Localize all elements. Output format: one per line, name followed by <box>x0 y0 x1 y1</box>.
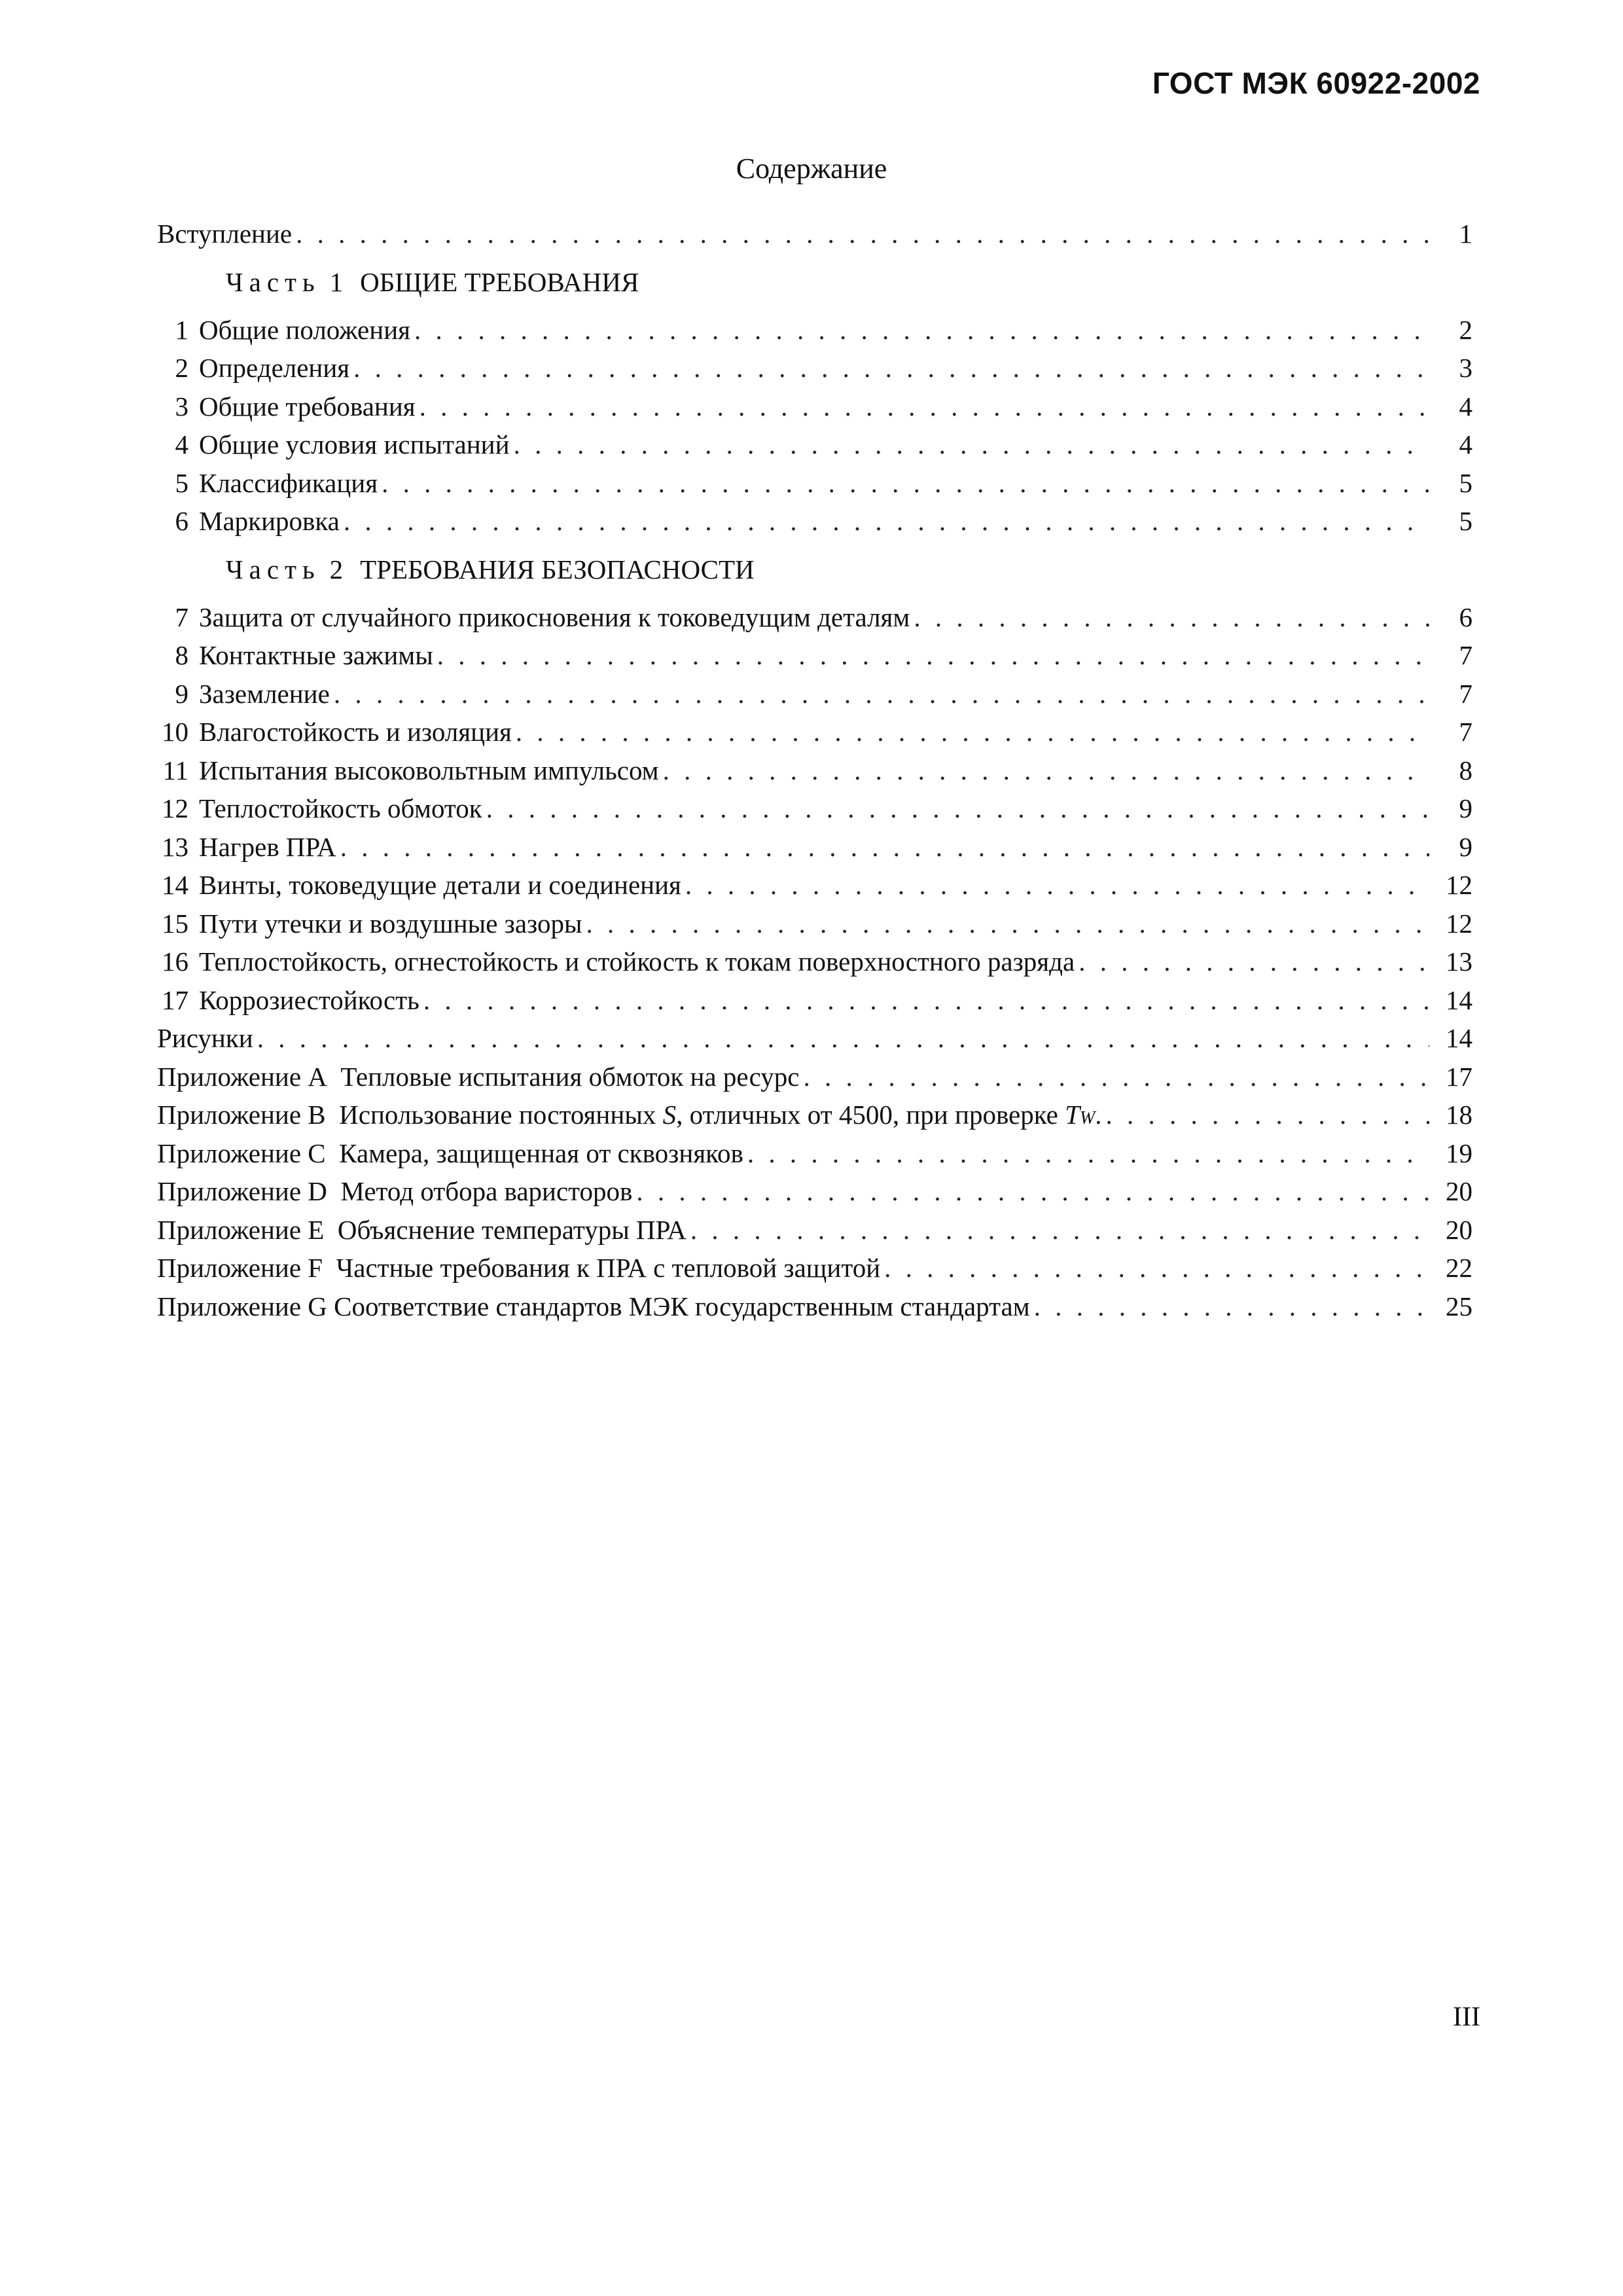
title-text: Приложение В Использование постоянных <box>157 1100 663 1130</box>
toc-entry-number: 5 <box>175 467 188 498</box>
toc-entry-page: 18 <box>1446 1100 1472 1130</box>
part-word: Часть <box>226 266 321 297</box>
toc-entry-page: 5 <box>1459 467 1472 498</box>
toc-entry-title: Коррозиестойкость <box>199 984 419 1015</box>
toc-entry-number: 11 <box>162 755 188 785</box>
toc-entry-title: Общие требования <box>199 391 416 422</box>
toc-entry-appendix <box>157 1287 1472 1326</box>
toc-entry-title: Приложение D Метод отбора варисторов <box>157 1176 633 1206</box>
toc-entry-title: Приложение А Тепловые испытания обмоток на ресурс <box>157 1061 800 1092</box>
toc-entry <box>157 464 1472 503</box>
title-text: . <box>1095 1100 1102 1130</box>
dot-leader <box>747 1134 1429 1173</box>
dot-leader <box>423 981 1429 1020</box>
toc-entry-number: 10 <box>162 717 188 747</box>
dot-leader <box>516 713 1429 751</box>
toc-entry-page: 7 <box>1459 640 1472 670</box>
toc-entry-title: Рисунки <box>157 1023 253 1053</box>
dot-leader <box>914 598 1429 637</box>
dot-leader <box>486 789 1429 828</box>
dot-leader <box>1106 1096 1430 1134</box>
dot-leader <box>685 866 1429 905</box>
part-2-heading <box>157 541 1472 598</box>
dot-leader <box>414 311 1429 350</box>
toc-entry-page: 20 <box>1446 1214 1472 1245</box>
toc-entry-number: 13 <box>162 831 188 862</box>
dot-leader <box>437 636 1429 675</box>
dot-leader <box>663 751 1429 790</box>
toc-entry-title: Защита от случайного прикосновения к токоведущим деталям <box>199 601 910 632</box>
dot-leader <box>514 425 1429 464</box>
toc-entry-page: 9 <box>1459 831 1472 862</box>
toc-entry <box>157 311 1472 350</box>
toc-entry-page: 9 <box>1459 793 1472 823</box>
dot-leader <box>257 1019 1429 1058</box>
toc-entry <box>157 425 1472 464</box>
toc-entry-title: Пути утечки и воздушные зазоры <box>199 908 582 939</box>
toc-entry <box>157 866 1472 905</box>
document-code: ГОСТ МЭК 60922-2002 <box>1152 66 1480 100</box>
toc-entry-title: Винты, токоведущие детали и соединения <box>199 870 681 900</box>
toc-entry-number: 7 <box>175 601 188 632</box>
toc-entry-number: 9 <box>175 678 188 709</box>
toc-entry-number: 16 <box>162 946 188 977</box>
toc-entry-appendix <box>157 1172 1472 1211</box>
toc-entry-number: 14 <box>162 870 188 900</box>
toc-entry-page: 4 <box>1459 391 1472 422</box>
part-title: ОБЩИЕ ТРЕБОВАНИЯ <box>360 266 639 297</box>
toc-entry <box>157 675 1472 713</box>
toc-entry-appendix <box>157 1096 1472 1134</box>
table-of-contents <box>157 215 1472 1325</box>
variable-t: T <box>1065 1100 1080 1130</box>
title-text: , отличных от 4500, при проверке <box>676 1100 1065 1130</box>
dot-leader <box>344 502 1429 541</box>
toc-entry-page: 7 <box>1459 717 1472 747</box>
dot-leader <box>334 675 1429 713</box>
toc-entry-page: 17 <box>1446 1061 1472 1092</box>
dot-leader <box>340 828 1429 867</box>
toc-entry-page: 2 <box>1459 314 1472 345</box>
toc-entry <box>157 713 1472 751</box>
dot-leader <box>586 905 1429 943</box>
toc-entry-page: 6 <box>1459 601 1472 632</box>
toc-entry-appendix <box>157 1058 1472 1096</box>
dot-leader <box>353 349 1429 387</box>
toc-entry-page: 4 <box>1459 429 1472 459</box>
toc-entry-title: Вступление <box>157 219 293 249</box>
toc-entry <box>157 789 1472 828</box>
toc-entry <box>157 349 1472 387</box>
toc-entry-page: 19 <box>1446 1138 1472 1168</box>
dot-leader <box>690 1211 1429 1249</box>
toc-heading: Содержание <box>736 152 887 185</box>
toc-entry-page: 12 <box>1446 870 1472 900</box>
toc-entry-title: Общие положения <box>199 314 410 345</box>
toc-entry-page: 25 <box>1446 1291 1472 1321</box>
toc-entry-page: 13 <box>1446 946 1472 977</box>
toc-entry-title: Заземление <box>199 678 330 709</box>
dot-leader <box>884 1249 1429 1287</box>
page-number: III <box>1453 2002 1480 2032</box>
toc-entry <box>157 942 1472 981</box>
toc-entry-title: Теплостойкость обмоток <box>199 793 482 823</box>
toc-entry-number: 2 <box>175 353 188 383</box>
dot-leader <box>382 464 1429 503</box>
variable-s: S <box>662 1100 677 1130</box>
toc-entry-title: Определения <box>199 353 350 383</box>
toc-entry-intro <box>157 215 1472 253</box>
dot-leader <box>803 1058 1429 1096</box>
toc-entry-title: Приложение С Камера, защищенная от сквозняков <box>157 1138 743 1168</box>
part-title: ТРЕБОВАНИЯ БЕЗОПАСНОСТИ <box>360 554 755 584</box>
toc-entry-title: Испытания высоковольтным импульсом <box>199 755 659 785</box>
toc-entry-appendix <box>157 1249 1472 1287</box>
toc-entry-number: 3 <box>175 391 188 422</box>
toc-entry-title: Приложение Е Объяснение температуры ПРА <box>157 1214 687 1245</box>
part-number: 1 <box>329 266 344 297</box>
toc-entry-page: 14 <box>1446 1023 1472 1053</box>
variable-t-subscript: W <box>1079 1108 1096 1128</box>
toc-entry-title: Приложение F Частные требования к ПРА с тепловой защитой <box>157 1253 881 1283</box>
toc-entry-page: 8 <box>1459 755 1472 785</box>
dot-leader <box>296 215 1429 253</box>
toc-entry-page: 12 <box>1446 908 1472 939</box>
toc-entry-number: 8 <box>175 640 188 670</box>
dot-leader <box>1079 942 1429 981</box>
toc-entry <box>157 636 1472 675</box>
toc-entry-title: Маркировка <box>199 506 340 536</box>
toc-entry-title: Приложение G Соответствие стандартов МЭК государственным стандартам <box>157 1291 1030 1321</box>
toc-entry-title <box>157 1096 1102 1138</box>
toc-entry <box>157 828 1472 867</box>
toc-entry-title: Классификация <box>199 467 378 498</box>
toc-entry-appendix <box>157 1211 1472 1249</box>
toc-entry-number: 17 <box>162 984 188 1015</box>
toc-entry <box>157 502 1472 541</box>
toc-entry-number: 12 <box>162 793 188 823</box>
toc-entry <box>157 751 1472 790</box>
toc-entry <box>157 905 1472 943</box>
toc-entry-appendix <box>157 1134 1472 1173</box>
toc-entry-title: Общие условия испытаний <box>199 429 510 459</box>
toc-entry-title: Влагостойкость и изоляция <box>199 717 512 747</box>
toc-entry-page: 5 <box>1459 506 1472 536</box>
part-number: 2 <box>329 554 344 584</box>
toc-entry-title: Теплостойкость, огнестойкость и стойкость к токам поверхностного разряда <box>199 946 1075 977</box>
toc-entry <box>157 387 1472 426</box>
toc-entry-page: 14 <box>1446 984 1472 1015</box>
toc-entry-page: 3 <box>1459 353 1472 383</box>
toc-entry-number: 4 <box>175 429 188 459</box>
toc-entry <box>157 598 1472 637</box>
dot-leader <box>1034 1287 1429 1326</box>
toc-entry-number: 6 <box>175 506 188 536</box>
dot-leader <box>419 387 1429 426</box>
toc-entry-title: Нагрев ПРА <box>199 831 336 862</box>
toc-entry <box>157 981 1472 1020</box>
toc-entry-page: 1 <box>1459 219 1472 249</box>
toc-entry-number: 1 <box>175 314 188 345</box>
toc-entry-figures <box>157 1019 1472 1058</box>
toc-entry-number: 15 <box>162 908 188 939</box>
toc-entry-page: 7 <box>1459 678 1472 709</box>
part-word: Часть <box>226 554 321 584</box>
toc-entry-title: Контактные зажимы <box>199 640 433 670</box>
toc-entry-page: 22 <box>1446 1253 1472 1283</box>
toc-entry-page: 20 <box>1446 1176 1472 1206</box>
part-1-heading <box>157 253 1472 311</box>
dot-leader <box>636 1172 1429 1211</box>
